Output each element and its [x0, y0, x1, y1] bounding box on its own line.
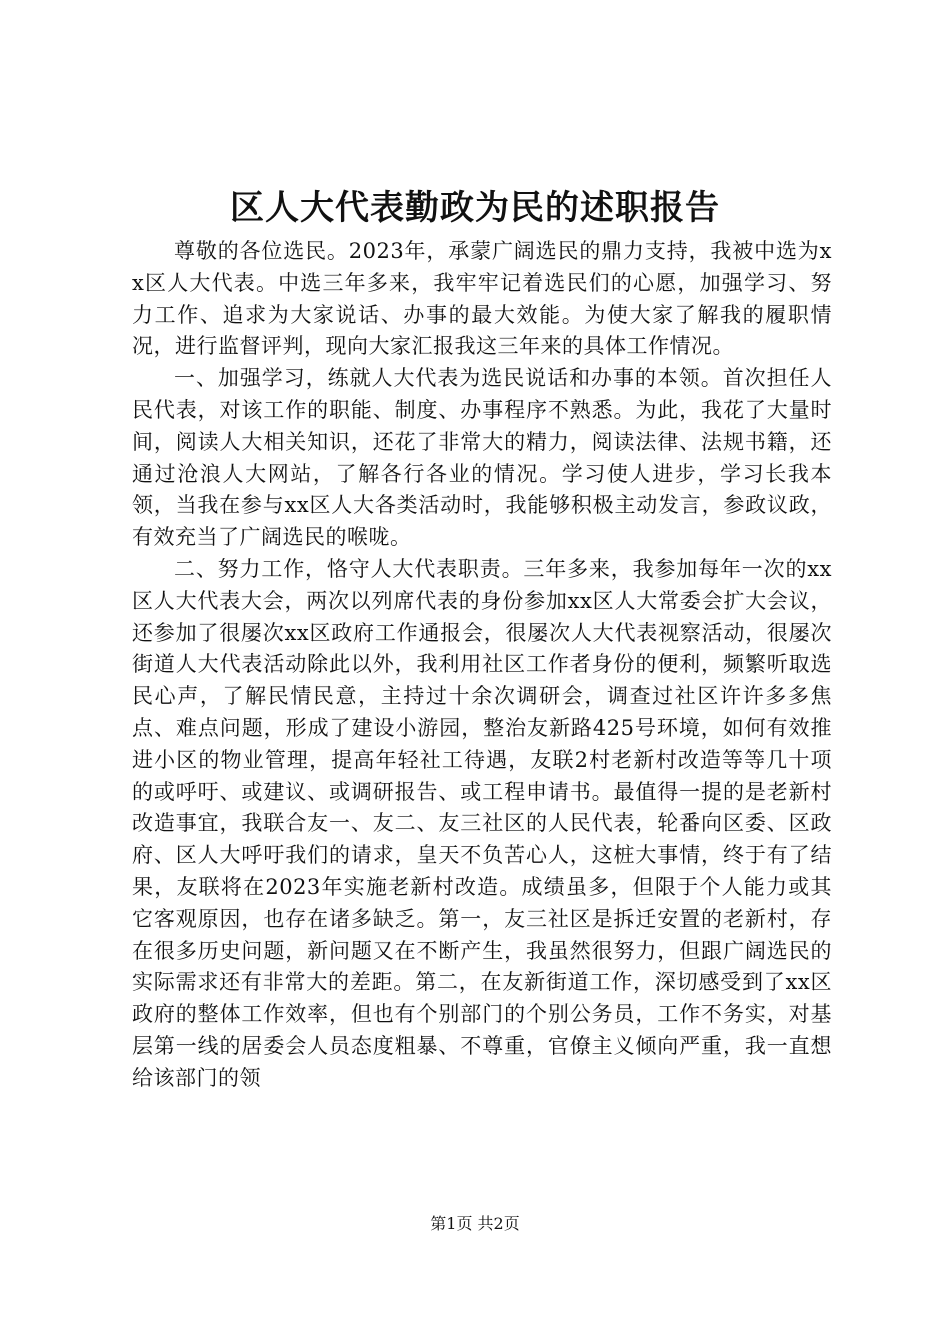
paragraph-study: 一、加强学习，练就人大代表为选民说话和办事的本领。首次担任人民代表，对该工作的职能、制度、办事程序不熟悉。为此，我花了大量时间，阅读人大相关知识，还花了非常大的精力，阅读法律、法规书籍，还通过沧浪人大网站，了解各行各业的情况。学习使人进步，学习长我本领，当我在参与xx区人大各类活动时，我能够积极主动发言，参政议政，有效充当了广阔选民的喉咙。 — [132, 366, 832, 550]
paragraph-intro: 尊敬的各位选民。2023年，承蒙广阔选民的鼎力支持，我被中选为xx区人大代表。中选三年多来，我牢牢记着选民们的心愿，加强学习、努力工作、追求为大家说话、办事的最大效能。为使大家了解我的履职情况，进行监督评判，现向大家汇报我这三年来的具体工作情况。 — [132, 239, 832, 359]
page-number-footer: 第1页 共2页 — [430, 1214, 520, 1233]
paragraph-work: 二、努力工作，恪守人大代表职责。三年多来，我参加每年一次的xx区人大代表大会，两次以列席代表的身份参加xx区人大常委会扩大会议，还参加了很屡次xx区政府工作通报会，很屡次人大代表视察活动，很屡次街道人大代表活动除此以外，我利用社区工作者身份的便利，频繁听取选民心声，了解民情民意，主持过十余次调研会，调查过社区许许多多焦点、难点问题，形成了建设小游园，整治友新路425号环境，如何有效推进小区的物业管理，提高年轻社工待遇，友联2村老新村改造等等几十项的或呼吁、或建议、或调研报告、或工程申请书。最值得一提的是老新村改造事宜，我联合友一、友二、友三社区的人民代表，轮番向区委、区政府、区人大呼吁我们的请求，皇天不负苦心人，这桩大事情，终于有了结果，友联将在2023年实施老新村改造。成绩虽多，但限于个人能力或其它客观原因，也存在诸多缺乏。第一，友三社区是拆迁安置的老新村，存在很多历史问题，新问题又在不断产生，我虽然很努力，但跟广阔选民的实际需求还有非常大的差距。第二，在友新街道工作，深切感受到了xx区政府的整体工作效率，但也有个别部门的个别公务员，工作不务实，对基层第一线的居委会人员态度粗暴、不尊重，官僚主义倾向严重，我一直想给该部门的领 — [132, 556, 832, 1090]
document-title: 区人大代表勤政为民的述职报告 — [230, 188, 720, 228]
document-body — [132, 236, 832, 1095]
